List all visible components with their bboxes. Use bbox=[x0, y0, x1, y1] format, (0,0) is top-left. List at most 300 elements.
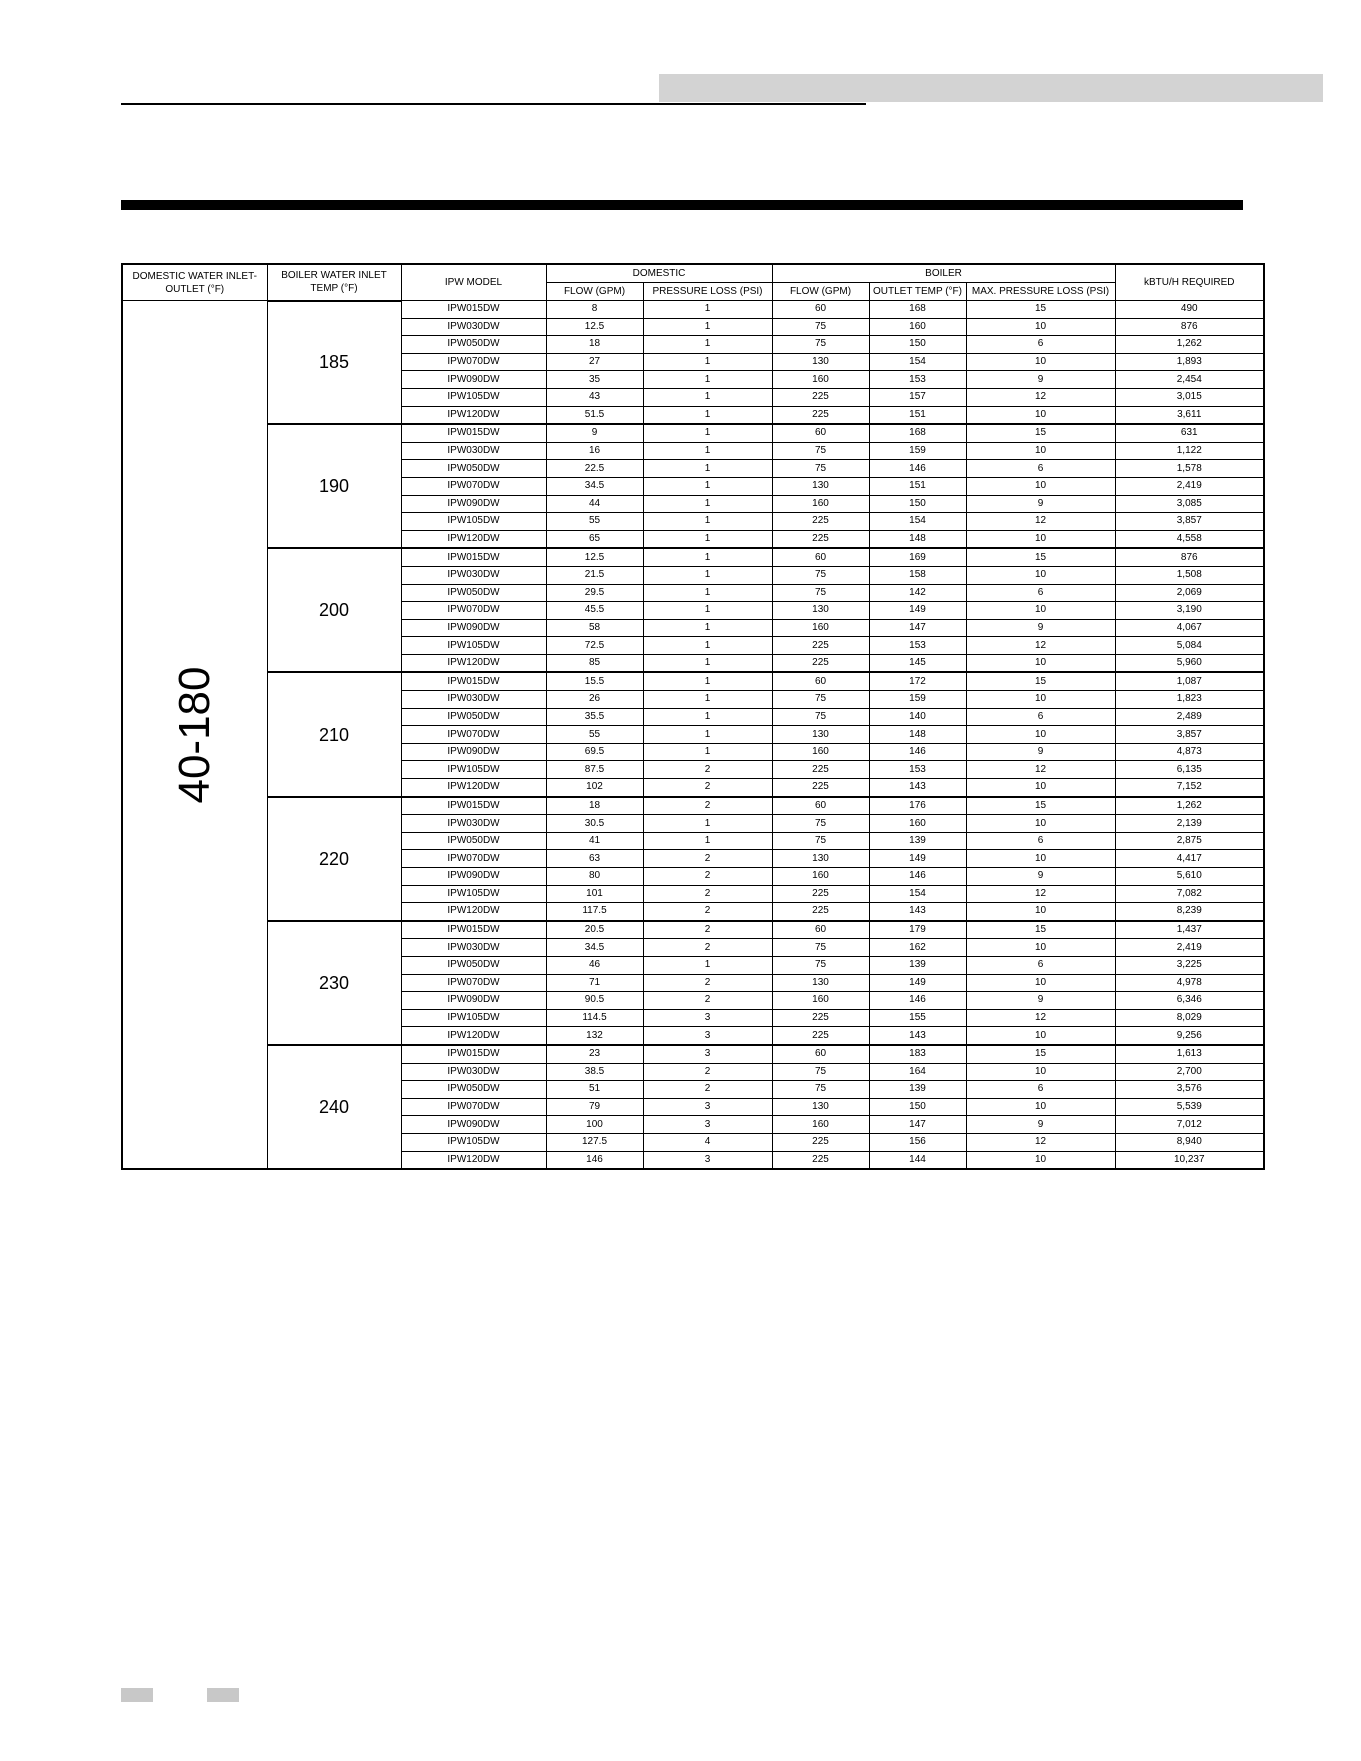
boiler-flow-cell: 160 bbox=[772, 992, 869, 1010]
max-pressure-cell: 15 bbox=[966, 921, 1115, 939]
model-cell: IPW015DW bbox=[401, 672, 546, 690]
model-cell: IPW090DW bbox=[401, 495, 546, 513]
outlet-temp-cell: 153 bbox=[869, 371, 966, 389]
dom-pressure-cell: 1 bbox=[643, 726, 772, 744]
max-pressure-cell: 10 bbox=[966, 318, 1115, 336]
dom-flow-cell: 85 bbox=[546, 654, 643, 672]
dom-flow-cell: 21.5 bbox=[546, 566, 643, 584]
kbtu-cell: 3,085 bbox=[1115, 495, 1264, 513]
boiler-flow-cell: 60 bbox=[772, 548, 869, 566]
outlet-temp-cell: 146 bbox=[869, 868, 966, 886]
dom-pressure-cell: 1 bbox=[643, 530, 772, 548]
outlet-temp-cell: 168 bbox=[869, 301, 966, 319]
domestic-range-cell bbox=[122, 301, 267, 1170]
dom-flow-cell: 114.5 bbox=[546, 1009, 643, 1027]
dom-pressure-cell: 1 bbox=[643, 708, 772, 726]
boiler-inlet-temp-cell: 185 bbox=[267, 301, 401, 425]
header-boiler-outlet: OUTLET TEMP (°F) bbox=[869, 283, 966, 301]
boiler-flow-cell: 225 bbox=[772, 513, 869, 531]
boiler-flow-cell: 225 bbox=[772, 761, 869, 779]
header-model: IPW MODEL bbox=[401, 264, 546, 301]
outlet-temp-cell: 149 bbox=[869, 850, 966, 868]
boiler-flow-cell: 60 bbox=[772, 672, 869, 690]
header-domestic-group: DOMESTIC bbox=[546, 264, 772, 283]
dom-pressure-cell: 1 bbox=[643, 460, 772, 478]
dom-pressure-cell: 2 bbox=[643, 797, 772, 815]
max-pressure-cell: 10 bbox=[966, 602, 1115, 620]
boiler-flow-cell: 75 bbox=[772, 442, 869, 460]
dom-flow-cell: 41 bbox=[546, 832, 643, 850]
dom-flow-cell: 34.5 bbox=[546, 939, 643, 957]
dom-flow-cell: 100 bbox=[546, 1116, 643, 1134]
dom-pressure-cell: 1 bbox=[643, 424, 772, 442]
dom-pressure-cell: 3 bbox=[643, 1045, 772, 1063]
model-cell: IPW120DW bbox=[401, 654, 546, 672]
outlet-temp-cell: 146 bbox=[869, 992, 966, 1010]
dom-pressure-cell: 1 bbox=[643, 477, 772, 495]
boiler-flow-cell: 75 bbox=[772, 691, 869, 709]
boiler-flow-cell: 75 bbox=[772, 956, 869, 974]
boiler-flow-cell: 130 bbox=[772, 477, 869, 495]
model-cell: IPW015DW bbox=[401, 797, 546, 815]
dom-pressure-cell: 1 bbox=[643, 336, 772, 354]
dom-pressure-cell: 1 bbox=[643, 353, 772, 371]
kbtu-cell: 1,613 bbox=[1115, 1045, 1264, 1063]
model-cell: IPW105DW bbox=[401, 1009, 546, 1027]
kbtu-cell: 5,539 bbox=[1115, 1098, 1264, 1116]
dom-pressure-cell: 2 bbox=[643, 939, 772, 957]
kbtu-cell: 3,576 bbox=[1115, 1081, 1264, 1099]
boiler-flow-cell: 225 bbox=[772, 388, 869, 406]
boiler-flow-cell: 75 bbox=[772, 1081, 869, 1099]
dom-flow-cell: 18 bbox=[546, 336, 643, 354]
boiler-inlet-temp-cell: 230 bbox=[267, 921, 401, 1045]
dom-pressure-cell: 1 bbox=[643, 832, 772, 850]
model-cell: IPW030DW bbox=[401, 318, 546, 336]
dom-pressure-cell: 2 bbox=[643, 921, 772, 939]
outlet-temp-cell: 145 bbox=[869, 654, 966, 672]
model-cell: IPW015DW bbox=[401, 424, 546, 442]
kbtu-cell: 3,611 bbox=[1115, 406, 1264, 424]
kbtu-cell: 1,823 bbox=[1115, 691, 1264, 709]
dom-flow-cell: 34.5 bbox=[546, 477, 643, 495]
model-cell: IPW090DW bbox=[401, 1116, 546, 1134]
kbtu-cell: 4,978 bbox=[1115, 974, 1264, 992]
model-cell: IPW015DW bbox=[401, 548, 546, 566]
dom-flow-cell: 12.5 bbox=[546, 318, 643, 336]
kbtu-cell: 9,256 bbox=[1115, 1027, 1264, 1045]
header-domestic-flow: FLOW (GPM) bbox=[546, 283, 643, 301]
model-cell: IPW050DW bbox=[401, 708, 546, 726]
dom-flow-cell: 55 bbox=[546, 726, 643, 744]
model-cell: IPW120DW bbox=[401, 1151, 546, 1169]
model-cell: IPW105DW bbox=[401, 513, 546, 531]
kbtu-cell: 1,262 bbox=[1115, 336, 1264, 354]
outlet-temp-cell: 172 bbox=[869, 672, 966, 690]
boiler-flow-cell: 75 bbox=[772, 460, 869, 478]
dom-flow-cell: 65 bbox=[546, 530, 643, 548]
dom-pressure-cell: 2 bbox=[643, 885, 772, 903]
boiler-flow-cell: 60 bbox=[772, 797, 869, 815]
header-rule bbox=[121, 103, 866, 105]
outlet-temp-cell: 179 bbox=[869, 921, 966, 939]
table-row bbox=[122, 424, 1264, 442]
max-pressure-cell: 12 bbox=[966, 1009, 1115, 1027]
dom-pressure-cell: 3 bbox=[643, 1098, 772, 1116]
boiler-inlet-temp-cell: 240 bbox=[267, 1045, 401, 1169]
outlet-temp-cell: 147 bbox=[869, 619, 966, 637]
boiler-flow-cell: 225 bbox=[772, 885, 869, 903]
dom-pressure-cell: 1 bbox=[643, 743, 772, 761]
max-pressure-cell: 10 bbox=[966, 1151, 1115, 1169]
dom-flow-cell: 72.5 bbox=[546, 637, 643, 655]
dom-flow-cell: 80 bbox=[546, 868, 643, 886]
max-pressure-cell: 10 bbox=[966, 566, 1115, 584]
outlet-temp-cell: 146 bbox=[869, 460, 966, 478]
kbtu-cell: 1,893 bbox=[1115, 353, 1264, 371]
model-cell: IPW105DW bbox=[401, 388, 546, 406]
dom-pressure-cell: 2 bbox=[643, 1081, 772, 1099]
table-body bbox=[122, 301, 1264, 1170]
dom-pressure-cell: 1 bbox=[643, 619, 772, 637]
boiler-flow-cell: 60 bbox=[772, 1045, 869, 1063]
dom-flow-cell: 63 bbox=[546, 850, 643, 868]
max-pressure-cell: 9 bbox=[966, 495, 1115, 513]
model-cell: IPW105DW bbox=[401, 761, 546, 779]
boiler-flow-cell: 130 bbox=[772, 353, 869, 371]
outlet-temp-cell: 153 bbox=[869, 761, 966, 779]
dom-pressure-cell: 3 bbox=[643, 1151, 772, 1169]
model-cell: IPW070DW bbox=[401, 1098, 546, 1116]
max-pressure-cell: 10 bbox=[966, 850, 1115, 868]
model-cell: IPW015DW bbox=[401, 1045, 546, 1063]
boiler-flow-cell: 75 bbox=[772, 336, 869, 354]
outlet-temp-cell: 143 bbox=[869, 779, 966, 797]
model-cell: IPW030DW bbox=[401, 815, 546, 833]
dom-pressure-cell: 3 bbox=[643, 1009, 772, 1027]
kbtu-cell: 2,419 bbox=[1115, 477, 1264, 495]
kbtu-cell: 4,067 bbox=[1115, 619, 1264, 637]
max-pressure-cell: 9 bbox=[966, 371, 1115, 389]
max-pressure-cell: 15 bbox=[966, 424, 1115, 442]
max-pressure-cell: 10 bbox=[966, 442, 1115, 460]
outlet-temp-cell: 148 bbox=[869, 530, 966, 548]
dom-flow-cell: 102 bbox=[546, 779, 643, 797]
outlet-temp-cell: 139 bbox=[869, 956, 966, 974]
dom-flow-cell: 8 bbox=[546, 301, 643, 319]
boiler-flow-cell: 130 bbox=[772, 1098, 869, 1116]
boiler-flow-cell: 130 bbox=[772, 974, 869, 992]
max-pressure-cell: 9 bbox=[966, 992, 1115, 1010]
boiler-flow-cell: 160 bbox=[772, 868, 869, 886]
kbtu-cell: 2,419 bbox=[1115, 939, 1264, 957]
outlet-temp-cell: 154 bbox=[869, 513, 966, 531]
dom-flow-cell: 22.5 bbox=[546, 460, 643, 478]
outlet-temp-cell: 151 bbox=[869, 477, 966, 495]
kbtu-cell: 8,940 bbox=[1115, 1133, 1264, 1151]
header-domestic-pressure: PRESSURE LOSS (PSI) bbox=[643, 283, 772, 301]
model-cell: IPW030DW bbox=[401, 566, 546, 584]
dom-flow-cell: 79 bbox=[546, 1098, 643, 1116]
max-pressure-cell: 15 bbox=[966, 548, 1115, 566]
dom-flow-cell: 43 bbox=[546, 388, 643, 406]
model-cell: IPW070DW bbox=[401, 974, 546, 992]
boiler-flow-cell: 130 bbox=[772, 602, 869, 620]
max-pressure-cell: 6 bbox=[966, 832, 1115, 850]
dom-flow-cell: 90.5 bbox=[546, 992, 643, 1010]
max-pressure-cell: 10 bbox=[966, 939, 1115, 957]
table-row bbox=[122, 548, 1264, 566]
max-pressure-cell: 10 bbox=[966, 903, 1115, 921]
kbtu-cell: 8,029 bbox=[1115, 1009, 1264, 1027]
dom-pressure-cell: 1 bbox=[643, 388, 772, 406]
dom-pressure-cell: 1 bbox=[643, 691, 772, 709]
dom-pressure-cell: 1 bbox=[643, 654, 772, 672]
model-cell: IPW105DW bbox=[401, 885, 546, 903]
max-pressure-cell: 9 bbox=[966, 619, 1115, 637]
dom-flow-cell: 51 bbox=[546, 1081, 643, 1099]
boiler-flow-cell: 160 bbox=[772, 619, 869, 637]
dom-flow-cell: 46 bbox=[546, 956, 643, 974]
max-pressure-cell: 12 bbox=[966, 1133, 1115, 1151]
dom-flow-cell: 35 bbox=[546, 371, 643, 389]
kbtu-cell: 631 bbox=[1115, 424, 1264, 442]
max-pressure-cell: 9 bbox=[966, 1116, 1115, 1134]
boiler-flow-cell: 75 bbox=[772, 584, 869, 602]
kbtu-cell: 2,700 bbox=[1115, 1063, 1264, 1081]
outlet-temp-cell: 159 bbox=[869, 442, 966, 460]
dom-pressure-cell: 1 bbox=[643, 442, 772, 460]
dom-pressure-cell: 2 bbox=[643, 850, 772, 868]
dom-flow-cell: 26 bbox=[546, 691, 643, 709]
kbtu-cell: 1,087 bbox=[1115, 672, 1264, 690]
outlet-temp-cell: 147 bbox=[869, 1116, 966, 1134]
dom-flow-cell: 58 bbox=[546, 619, 643, 637]
outlet-temp-cell: 155 bbox=[869, 1009, 966, 1027]
kbtu-cell: 8,239 bbox=[1115, 903, 1264, 921]
max-pressure-cell: 10 bbox=[966, 1027, 1115, 1045]
outlet-temp-cell: 164 bbox=[869, 1063, 966, 1081]
footer-marker-right bbox=[207, 1688, 239, 1702]
dom-pressure-cell: 2 bbox=[643, 761, 772, 779]
model-cell: IPW070DW bbox=[401, 477, 546, 495]
model-cell: IPW030DW bbox=[401, 1063, 546, 1081]
boiler-flow-cell: 75 bbox=[772, 566, 869, 584]
kbtu-cell: 3,225 bbox=[1115, 956, 1264, 974]
outlet-temp-cell: 150 bbox=[869, 495, 966, 513]
model-cell: IPW050DW bbox=[401, 1081, 546, 1099]
boiler-flow-cell: 160 bbox=[772, 371, 869, 389]
boiler-inlet-temp-cell: 190 bbox=[267, 424, 401, 548]
max-pressure-cell: 10 bbox=[966, 1098, 1115, 1116]
kbtu-cell: 5,610 bbox=[1115, 868, 1264, 886]
kbtu-cell: 1,122 bbox=[1115, 442, 1264, 460]
dom-pressure-cell: 3 bbox=[643, 1027, 772, 1045]
boiler-flow-cell: 160 bbox=[772, 743, 869, 761]
boiler-flow-cell: 225 bbox=[772, 903, 869, 921]
model-cell: IPW090DW bbox=[401, 992, 546, 1010]
boiler-flow-cell: 60 bbox=[772, 424, 869, 442]
max-pressure-cell: 6 bbox=[966, 460, 1115, 478]
dom-flow-cell: 146 bbox=[546, 1151, 643, 1169]
dom-pressure-cell: 4 bbox=[643, 1133, 772, 1151]
boiler-flow-cell: 225 bbox=[772, 530, 869, 548]
boiler-flow-cell: 75 bbox=[772, 318, 869, 336]
max-pressure-cell: 6 bbox=[966, 584, 1115, 602]
outlet-temp-cell: 156 bbox=[869, 1133, 966, 1151]
dom-flow-cell: 12.5 bbox=[546, 548, 643, 566]
model-cell: IPW090DW bbox=[401, 868, 546, 886]
header-boiler-group: BOILER bbox=[772, 264, 1115, 283]
max-pressure-cell: 9 bbox=[966, 868, 1115, 886]
max-pressure-cell: 15 bbox=[966, 672, 1115, 690]
max-pressure-cell: 12 bbox=[966, 513, 1115, 531]
outlet-temp-cell: 140 bbox=[869, 708, 966, 726]
max-pressure-cell: 6 bbox=[966, 708, 1115, 726]
outlet-temp-cell: 169 bbox=[869, 548, 966, 566]
dom-flow-cell: 71 bbox=[546, 974, 643, 992]
kbtu-cell: 876 bbox=[1115, 548, 1264, 566]
section-divider-bar bbox=[121, 200, 1243, 210]
model-cell: IPW015DW bbox=[401, 301, 546, 319]
outlet-temp-cell: 143 bbox=[869, 903, 966, 921]
outlet-temp-cell: 143 bbox=[869, 1027, 966, 1045]
outlet-temp-cell: 150 bbox=[869, 1098, 966, 1116]
max-pressure-cell: 10 bbox=[966, 815, 1115, 833]
dom-pressure-cell: 2 bbox=[643, 779, 772, 797]
kbtu-cell: 2,875 bbox=[1115, 832, 1264, 850]
dom-flow-cell: 44 bbox=[546, 495, 643, 513]
dom-flow-cell: 30.5 bbox=[546, 815, 643, 833]
outlet-temp-cell: 144 bbox=[869, 1151, 966, 1169]
ipw-sizing-table bbox=[121, 263, 1265, 1170]
dom-pressure-cell: 1 bbox=[643, 318, 772, 336]
boiler-flow-cell: 75 bbox=[772, 832, 869, 850]
domestic-range-label: 40-180 bbox=[169, 666, 219, 804]
model-cell: IPW120DW bbox=[401, 530, 546, 548]
dom-pressure-cell: 1 bbox=[643, 815, 772, 833]
dom-pressure-cell: 1 bbox=[643, 956, 772, 974]
model-cell: IPW070DW bbox=[401, 602, 546, 620]
dom-flow-cell: 132 bbox=[546, 1027, 643, 1045]
boiler-flow-cell: 75 bbox=[772, 939, 869, 957]
max-pressure-cell: 6 bbox=[966, 336, 1115, 354]
model-cell: IPW030DW bbox=[401, 939, 546, 957]
max-pressure-cell: 10 bbox=[966, 353, 1115, 371]
boiler-inlet-temp-cell: 200 bbox=[267, 548, 401, 672]
kbtu-cell: 490 bbox=[1115, 301, 1264, 319]
kbtu-cell: 5,084 bbox=[1115, 637, 1264, 655]
dom-flow-cell: 18 bbox=[546, 797, 643, 815]
dom-flow-cell: 15.5 bbox=[546, 672, 643, 690]
model-cell: IPW090DW bbox=[401, 619, 546, 637]
outlet-temp-cell: 160 bbox=[869, 318, 966, 336]
dom-flow-cell: 117.5 bbox=[546, 903, 643, 921]
max-pressure-cell: 15 bbox=[966, 1045, 1115, 1063]
max-pressure-cell: 6 bbox=[966, 1081, 1115, 1099]
model-cell: IPW050DW bbox=[401, 460, 546, 478]
kbtu-cell: 5,960 bbox=[1115, 654, 1264, 672]
outlet-temp-cell: 183 bbox=[869, 1045, 966, 1063]
model-cell: IPW050DW bbox=[401, 832, 546, 850]
dom-flow-cell: 55 bbox=[546, 513, 643, 531]
kbtu-cell: 7,012 bbox=[1115, 1116, 1264, 1134]
dom-pressure-cell: 1 bbox=[643, 495, 772, 513]
kbtu-cell: 2,139 bbox=[1115, 815, 1264, 833]
model-cell: IPW070DW bbox=[401, 850, 546, 868]
dom-pressure-cell: 1 bbox=[643, 371, 772, 389]
boiler-flow-cell: 225 bbox=[772, 654, 869, 672]
model-cell: IPW120DW bbox=[401, 903, 546, 921]
max-pressure-cell: 10 bbox=[966, 654, 1115, 672]
model-cell: IPW090DW bbox=[401, 371, 546, 389]
dom-flow-cell: 35.5 bbox=[546, 708, 643, 726]
outlet-temp-cell: 158 bbox=[869, 566, 966, 584]
dom-pressure-cell: 2 bbox=[643, 903, 772, 921]
dom-pressure-cell: 1 bbox=[643, 637, 772, 655]
dom-pressure-cell: 2 bbox=[643, 992, 772, 1010]
model-cell: IPW090DW bbox=[401, 743, 546, 761]
dom-pressure-cell: 1 bbox=[643, 566, 772, 584]
kbtu-cell: 7,152 bbox=[1115, 779, 1264, 797]
boiler-inlet-temp-cell: 210 bbox=[267, 672, 401, 796]
outlet-temp-cell: 159 bbox=[869, 691, 966, 709]
max-pressure-cell: 10 bbox=[966, 477, 1115, 495]
footer-marker-left bbox=[121, 1688, 153, 1702]
dom-pressure-cell: 1 bbox=[643, 584, 772, 602]
max-pressure-cell: 10 bbox=[966, 726, 1115, 744]
model-cell: IPW105DW bbox=[401, 1133, 546, 1151]
dom-flow-cell: 51.5 bbox=[546, 406, 643, 424]
model-cell: IPW050DW bbox=[401, 584, 546, 602]
boiler-flow-cell: 225 bbox=[772, 779, 869, 797]
max-pressure-cell: 15 bbox=[966, 797, 1115, 815]
boiler-flow-cell: 130 bbox=[772, 726, 869, 744]
dom-pressure-cell: 1 bbox=[643, 513, 772, 531]
dom-pressure-cell: 1 bbox=[643, 548, 772, 566]
boiler-flow-cell: 75 bbox=[772, 815, 869, 833]
kbtu-cell: 876 bbox=[1115, 318, 1264, 336]
dom-flow-cell: 9 bbox=[546, 424, 643, 442]
dom-pressure-cell: 2 bbox=[643, 974, 772, 992]
max-pressure-cell: 15 bbox=[966, 301, 1115, 319]
dom-flow-cell: 69.5 bbox=[546, 743, 643, 761]
max-pressure-cell: 12 bbox=[966, 388, 1115, 406]
header-gray-band bbox=[659, 74, 1323, 102]
kbtu-cell: 3,857 bbox=[1115, 513, 1264, 531]
model-cell: IPW120DW bbox=[401, 779, 546, 797]
dom-flow-cell: 45.5 bbox=[546, 602, 643, 620]
table-row bbox=[122, 797, 1264, 815]
kbtu-cell: 1,262 bbox=[1115, 797, 1264, 815]
header-kbtu: kBTU/H REQUIRED bbox=[1115, 264, 1264, 301]
outlet-temp-cell: 149 bbox=[869, 974, 966, 992]
boiler-flow-cell: 75 bbox=[772, 708, 869, 726]
boiler-flow-cell: 160 bbox=[772, 1116, 869, 1134]
boiler-inlet-temp-cell: 220 bbox=[267, 797, 401, 921]
boiler-flow-cell: 225 bbox=[772, 1027, 869, 1045]
model-cell: IPW070DW bbox=[401, 353, 546, 371]
model-cell: IPW070DW bbox=[401, 726, 546, 744]
max-pressure-cell: 9 bbox=[966, 743, 1115, 761]
dom-flow-cell: 29.5 bbox=[546, 584, 643, 602]
table-row bbox=[122, 301, 1264, 319]
outlet-temp-cell: 168 bbox=[869, 424, 966, 442]
dom-pressure-cell: 2 bbox=[643, 1063, 772, 1081]
kbtu-cell: 3,190 bbox=[1115, 602, 1264, 620]
max-pressure-cell: 10 bbox=[966, 779, 1115, 797]
table-row bbox=[122, 1045, 1264, 1063]
